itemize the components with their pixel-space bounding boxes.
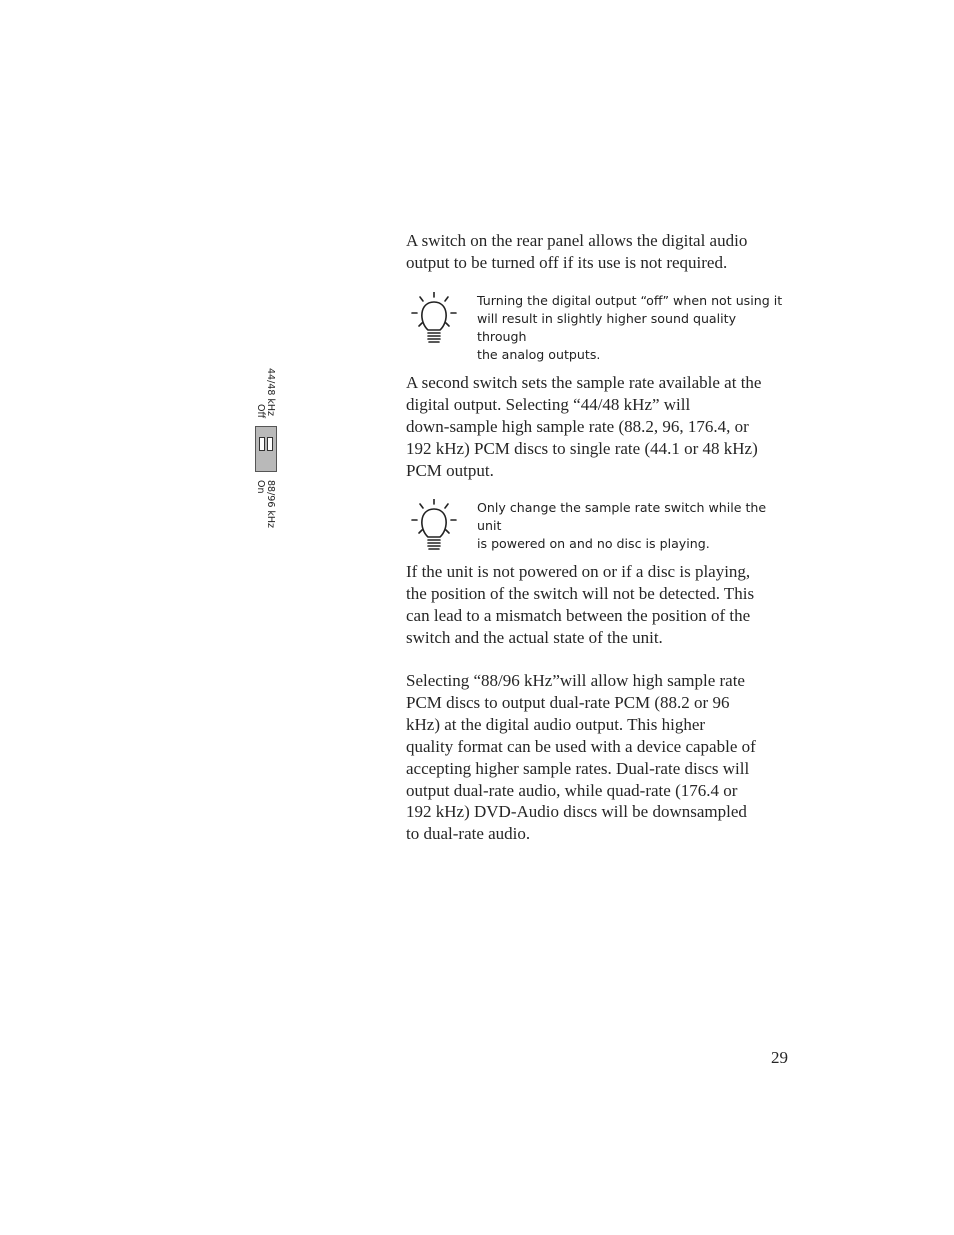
switch-label-top-rate: 44/48 kHz [265, 368, 276, 417]
switch-slot-right [267, 437, 273, 451]
paragraph-dual-rate: Selecting “88/96 kHz”will allow high sample rate PCM discs to output dual-rate PCM (88.2 or 96 kHz) at the digital audio output. This higher quality format can be used with a device capable of accepting higher sample rates. Dual-rate discs will output dual-rate audio, while quad-rate (176.4 or 192 kHz) DVD-Audio discs will be downsampled to dual-rate audio. [406, 671, 756, 844]
lightbulb-icon [411, 499, 457, 555]
tip-text-sample-rate: Only change the sample rate switch while the unit is powered on and no disc is playing. [477, 500, 767, 551]
switch-label-bottom-rate: 88/96 kHz [265, 480, 276, 529]
switch-label-top-state: Off [255, 404, 266, 419]
dip-switch [255, 426, 277, 472]
paragraph-switch-detection: If the unit is not powered on or if a disc is playing, the position of the switch will not be detected. This can lead to a mismatch between the position of the switch and the actual state of the unit. [406, 562, 755, 647]
switch-slot-left [259, 437, 265, 451]
switch-label-bottom-state: On [255, 480, 266, 494]
tip-text-digital-output: Turning the digital output “off” when not using it will result in slightly higher sound quality through the analog outputs. [477, 293, 783, 362]
paragraph-sample-rate-switch: A second switch sets the sample rate available at the digital output. Selecting “44/48 kHz” will down-sample high sample rate (88.2, 96, 176.4, or 192 kHz) PCM discs to single rate (44.1 or 48 kHz) PCM output. [406, 373, 762, 480]
sample-rate-switch-figure [250, 366, 286, 538]
page-number: 29 [771, 1048, 788, 1067]
paragraph-digital-output-switch: A switch on the rear panel allows the digital audio output to be turned off if its use is not required. [406, 231, 748, 272]
lightbulb-icon [411, 292, 457, 348]
